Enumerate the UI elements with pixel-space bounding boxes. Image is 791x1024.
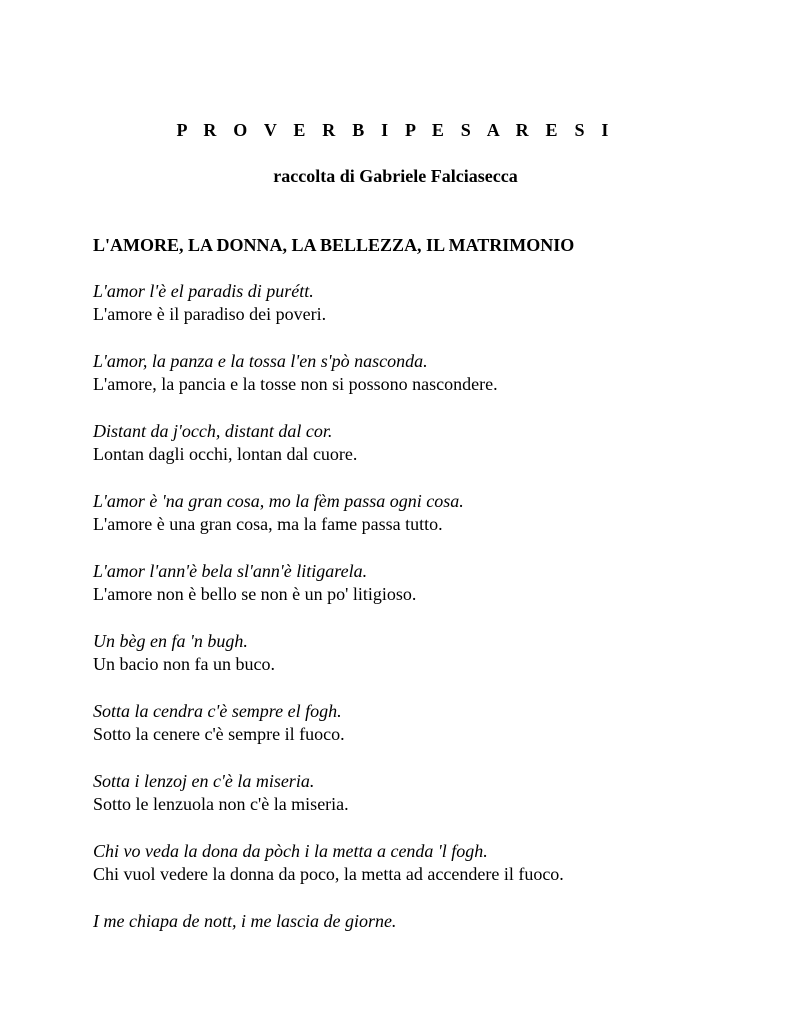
proverb-translation: Chi vuol vedere la donna da poco, la metta ad accendere il fuoco. [93,864,564,884]
proverb-entry [93,420,773,490]
document-title: P R O V E R B I P E S A R E S I [176,120,615,140]
proverb-entry [93,560,773,630]
proverb-dialect: Sotta la cendra c'è sempre el fogh. [93,701,342,721]
proverb-translation: L'amore è una gran cosa, ma la fame passa tutto. [93,514,443,534]
proverb-dialect: L'amor è 'na gran cosa, mo la fèm passa ogni cosa. [93,491,464,511]
proverb-dialect: Sotta i lenzoj en c'è la miseria. [93,771,315,791]
proverb-entry [93,910,773,980]
proverb-translation: L'amore, la pancia e la tosse non si possono nascondere. [93,374,498,394]
proverb-translation: Sotto la cenere c'è sempre il fuoco. [93,724,345,744]
proverb-entry [93,770,773,840]
proverb-translation: L'amore non è bello se non è un po' litigioso. [93,584,417,604]
proverb-entry [93,630,773,700]
proverb-dialect: L'amor l'è el paradis di purétt. [93,281,314,301]
proverb-entry [93,700,773,770]
proverb-entry [93,490,773,560]
proverb-translation: Lontan dagli occhi, lontan dal cuore. [93,444,358,464]
proverb-dialect: Un bèg en fa 'n bugh. [93,631,248,651]
proverb-entry [93,350,773,420]
proverb-dialect: Distant da j'occh, distant dal cor. [93,421,333,441]
proverb-entry [93,840,773,910]
proverb-dialect: L'amor l'ann'è bela sl'ann'è litigarela. [93,561,368,581]
proverb-translation: Un bacio non fa un buco. [93,654,275,674]
proverb-entry [93,280,773,350]
section-heading: L'AMORE, LA DONNA, LA BELLEZZA, IL MATRIMONIO [93,235,575,255]
proverb-dialect: L'amor, la panza e la tossa l'en s'pò nasconda. [93,351,428,371]
proverb-dialect: I me chiapa de nott, i me lascia de giorne. [93,911,397,931]
document-subtitle: raccolta di Gabriele Falciasecca [273,166,518,186]
proverb-translation: Sotto le lenzuola non c'è la miseria. [93,794,349,814]
proverb-translation: L'amore è il paradiso dei poveri. [93,304,327,324]
proverb-dialect: Chi vo veda la dona da pòch i la metta a cenda 'l fogh. [93,841,488,861]
proverb-list [93,280,773,980]
